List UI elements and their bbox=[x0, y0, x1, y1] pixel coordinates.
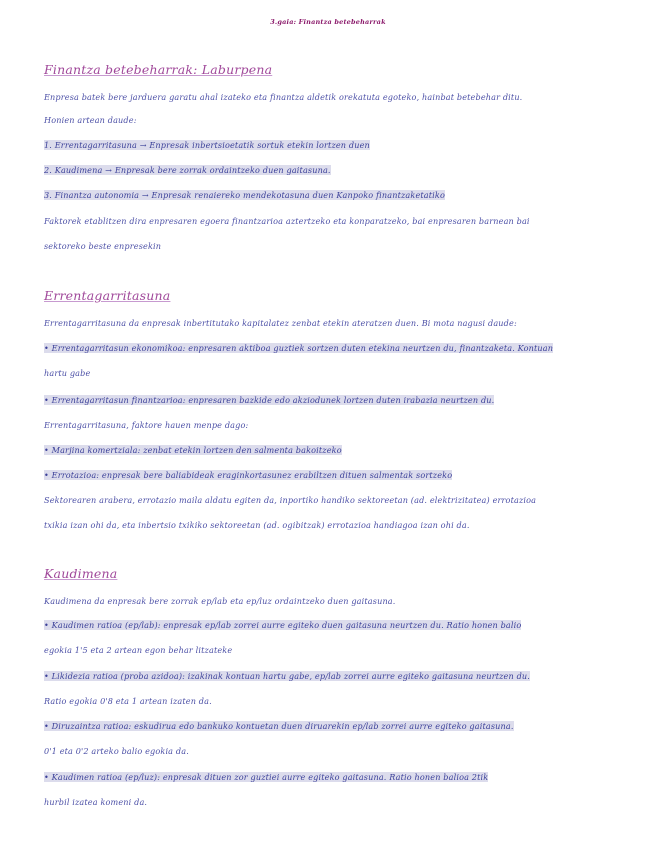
section2-bullet bbox=[44, 772, 488, 782]
section1-bullet-text: • Errentagarritasun ekonomikoa: enpresaren aktiboa guztiek sortzen duten etekina neurtzen du, finantzaketa. Kontuan bbox=[44, 343, 554, 353]
section1-line: Errentagarritasuna, faktore hauen menpe dago: bbox=[44, 420, 249, 430]
section2-bullet-text: • Kaudimen ratioa (ep/lab): enpresak ep/lab zorrei aurre egiteko duen gaitasuna neurtzen du. Ratio honen balio bbox=[44, 620, 522, 630]
section1-bullet-text: • Errentagarritasun finantzarioa: enpresaren bazkide edo akziodunek lortzen duten irabazia neurtzen du. bbox=[44, 395, 495, 405]
section2-bullet-text: • Likidezia ratioa (proba azidoa): izakinak kontuan hartu gabe, ep/lab zorrei aurre egiteko gaitasuna neurtzen du. bbox=[44, 671, 531, 681]
section2-bullet-text: • Diruzaintza ratioa: eskudirua edo bankuko kontuetan duen diruarekin ep/lab zorrei aurre egiteko gaitasuna. bbox=[44, 721, 514, 731]
intro-line: Honien artean daude: bbox=[44, 115, 137, 125]
section2-line: egokia 1'5 eta 2 artean egon behar litzateke bbox=[44, 645, 233, 655]
section1-bullet-text: • Marjina komertziala: zenbat etekin lortzen den salmenta bakoitzeko bbox=[44, 445, 342, 455]
intro-line: sektoreko beste enpresekin bbox=[44, 241, 162, 251]
intro-list-item bbox=[44, 165, 331, 175]
intro-list-item bbox=[44, 190, 445, 200]
section2-line: Ratio egokia 0'8 eta 1 artean izaten da. bbox=[44, 696, 212, 706]
section2-bullet-text: • Kaudimen ratioa (ep/luz): enpresak dituen zor guztiei aurre egiteko gaitasuna. Ratio honen balioa 2tik bbox=[44, 772, 489, 782]
intro-list-item bbox=[44, 140, 370, 150]
section1-bullet bbox=[44, 445, 342, 455]
section1-bullet bbox=[44, 470, 452, 480]
section2-bullet bbox=[44, 721, 514, 731]
intro-heading: Finantza betebeharrak: Laburpena bbox=[44, 62, 273, 77]
section1-line: hartu gabe bbox=[44, 368, 91, 378]
section-heading-kaudimena: Kaudimena bbox=[44, 566, 118, 581]
section1-line: Errentagarritasuna da enpresak inbertitutako kapitalatez zenbat etekin ateratzen duen. Bi mota nagusi daude: bbox=[44, 318, 517, 328]
section2-line: hurbil izatea komeni da. bbox=[44, 797, 148, 807]
section-heading-errentagarritasuna: Errentagarritasuna bbox=[44, 288, 171, 303]
page-title: 3.gaia: Finantza betebeharrak bbox=[270, 18, 386, 26]
intro-line: Enpresa batek bere jarduera garatu ahal izateko eta finantza aldetik orekatuta egoteko, hainbat betebehar ditu. bbox=[44, 92, 523, 102]
section1-line: txikia izan ohi da, eta inbertsio txikiko sektoreetan (ad. ogibitzak) errotazioa handiagoa izan ohi da. bbox=[44, 520, 470, 530]
section1-bullet-text: • Errotazioa: enpresak bere baliabideak eraginkortasunez erabiltzen dituen salmentak sortzeko bbox=[44, 470, 453, 480]
section1-line: Sektorearen arabera, errotazio maila aldatu egiten da, inportiko handiko sektoreetan (ad. elektrizitatea) errotazioa bbox=[44, 495, 537, 505]
section1-bullet bbox=[44, 343, 553, 353]
section1-bullet bbox=[44, 395, 494, 405]
section2-line: 0'1 eta 0'2 arteko balio egokia da. bbox=[44, 746, 189, 756]
intro-list-item-text: 3. Finantza autonomia → Enpresak renaiereko mendekotasuna duen Kanpoko finantzaketatiko bbox=[44, 190, 445, 200]
section2-bullet bbox=[44, 671, 530, 681]
intro-list-item-text: 1. Errentagarritasuna → Enpresak inbertsioetatik sortuk etekin lortzen duen bbox=[44, 140, 370, 150]
intro-list-item-text: 2. Kaudimena → Enpresak bere zorrak ordaintzeko duen gaitasuna. bbox=[44, 165, 331, 175]
section2-line: Kaudimena da enpresak bere zorrak ep/lab eta ep/luz ordaintzeko duen gaitasuna. bbox=[44, 596, 396, 606]
intro-line: Faktorek etablitzen dira enpresaren egoera finantzarioa aztertzeko eta konparatzeko, bai enpresaren barnean bai bbox=[44, 216, 530, 226]
section2-bullet bbox=[44, 620, 521, 630]
